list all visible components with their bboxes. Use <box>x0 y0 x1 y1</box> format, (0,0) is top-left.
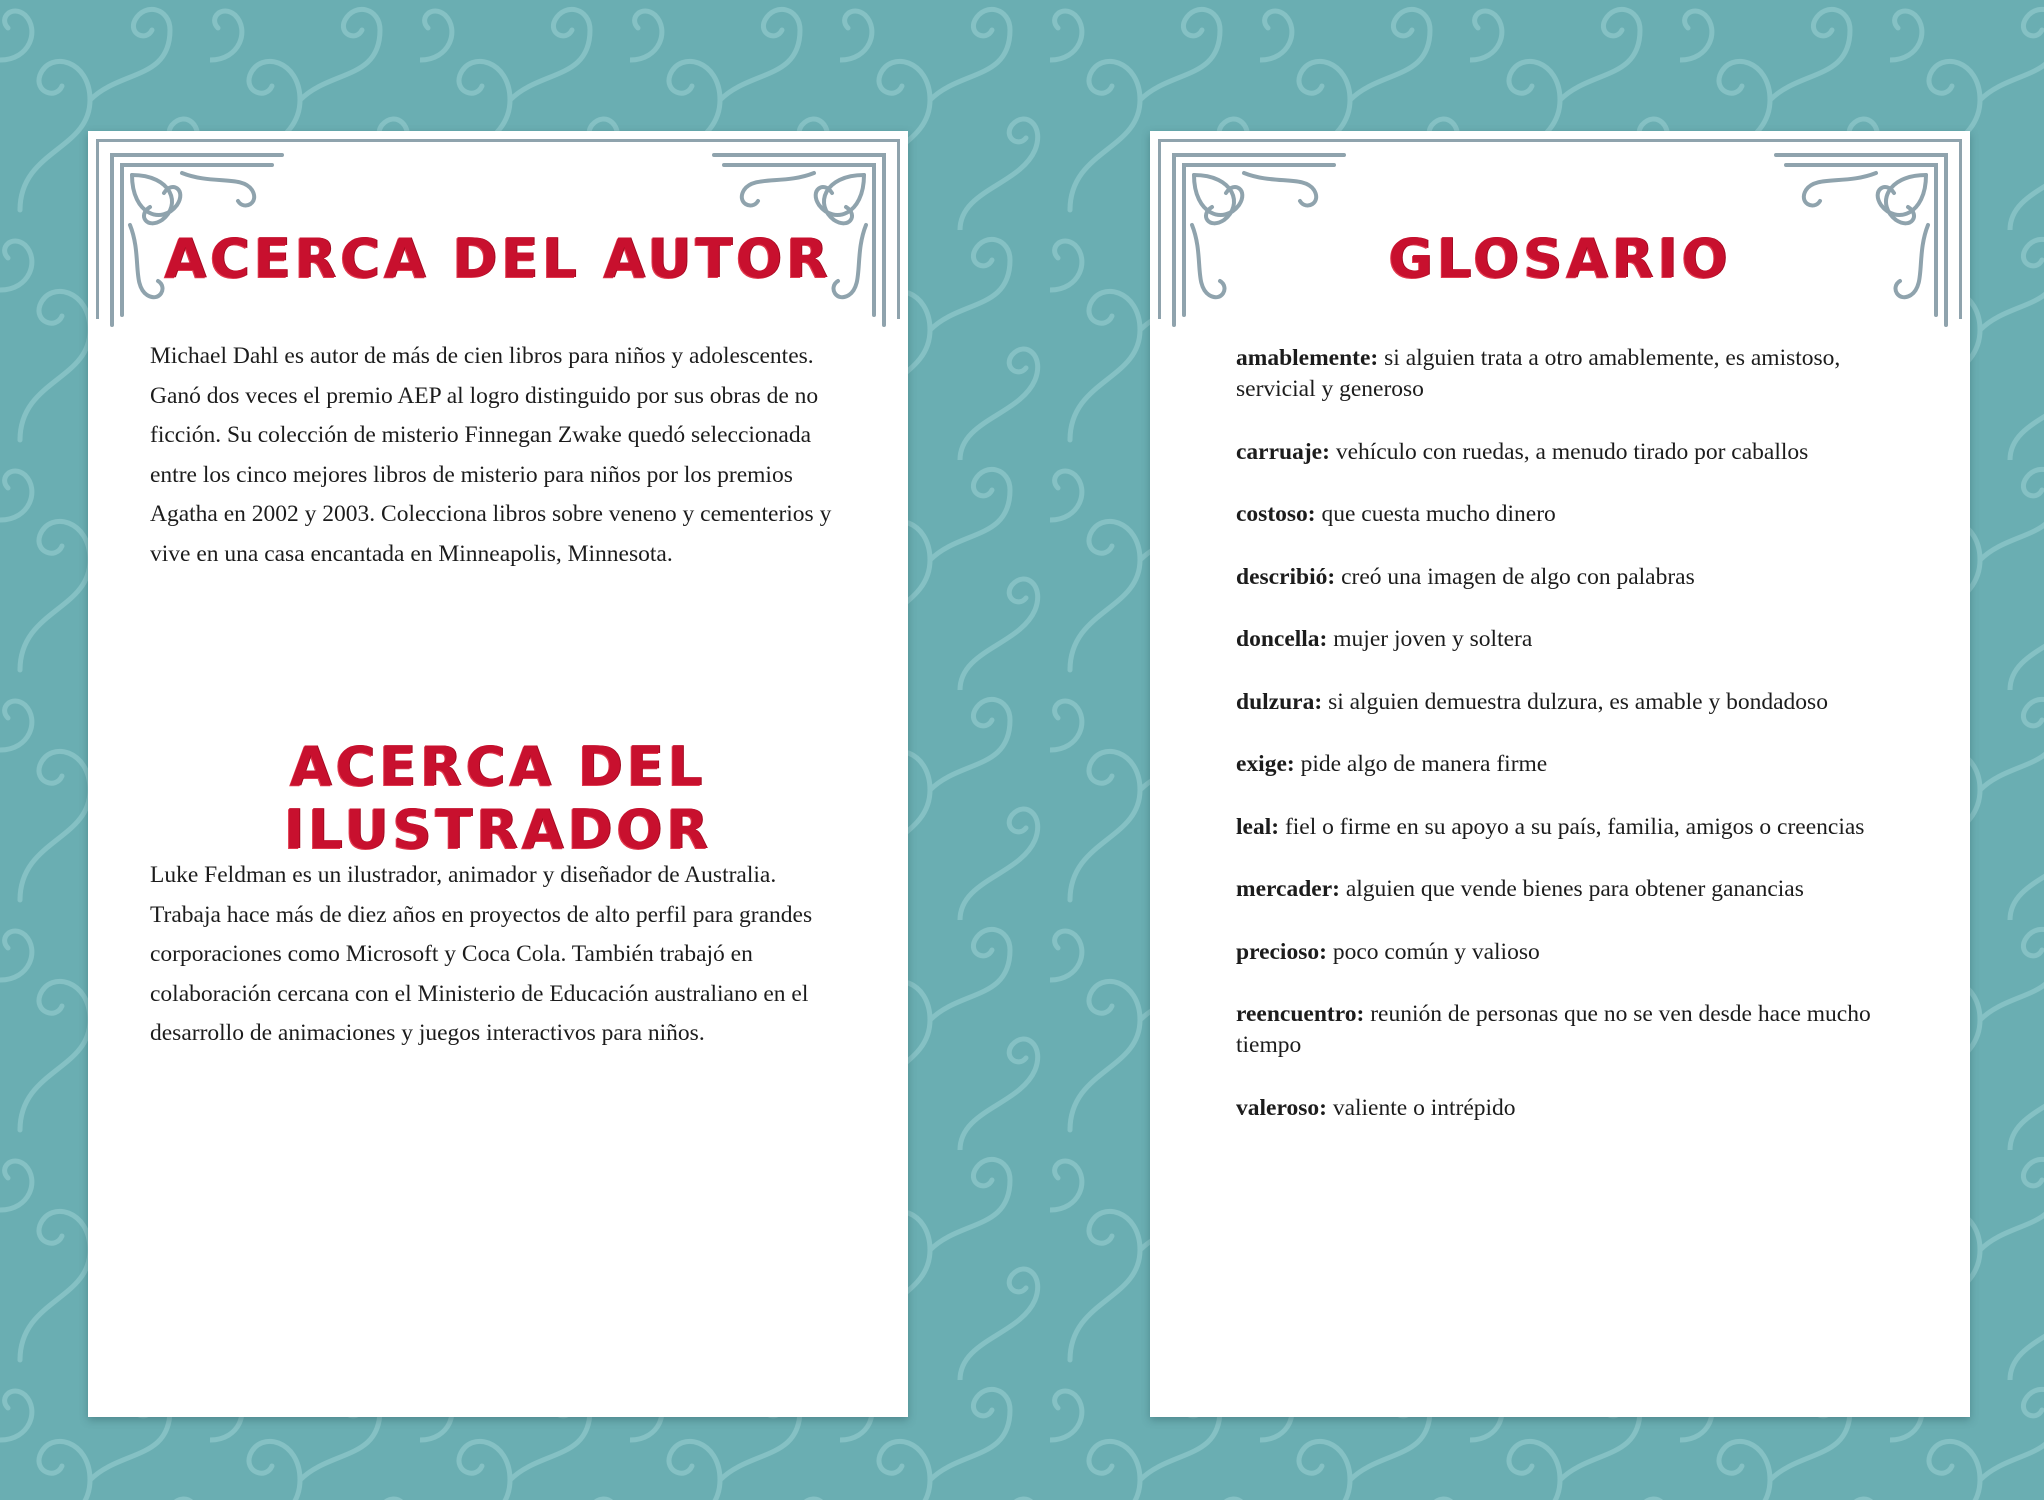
left-page <box>88 131 908 1417</box>
right-page <box>1150 131 1970 1417</box>
glossary-definition: si alguien demuestra dulzura, es amable y bondadoso <box>1328 688 1828 715</box>
glossary-term: reencuentro: <box>1236 1001 1365 1027</box>
glossary-definition: pide algo de manera firme <box>1300 751 1548 777</box>
glossary-entry <box>1236 624 1896 655</box>
glossary-definition: valiente o intrépido <box>1332 1094 1516 1121</box>
glossary-definition: vehículo con ruedas, a menudo tirado por caballos <box>1335 438 1809 465</box>
glossary-list <box>1236 343 1896 1155</box>
glossary-entry <box>1236 499 1896 530</box>
glossary-term: describió: <box>1236 563 1336 590</box>
glossary-definition: fiel o firme en su apoyo a su país, familia, amigos o creencias <box>1284 813 1865 840</box>
glossary-entry <box>1236 874 1896 905</box>
glossary-entry <box>1236 343 1896 405</box>
frame-top-right <box>1158 139 1962 142</box>
glossary-definition: mujer joven y soltera <box>1333 626 1533 652</box>
glossary-entry <box>1236 937 1896 968</box>
glossary-term: doncella: <box>1236 626 1328 652</box>
glossary-term: precioso: <box>1236 938 1327 965</box>
glossary-definition: que cuesta mucho dinero <box>1321 501 1556 527</box>
glossary-term: amablemente: <box>1236 345 1379 371</box>
glossary-entry <box>1236 1093 1896 1124</box>
illustrator-title: ACERCA DEL ILUSTRADOR <box>284 735 712 861</box>
glossary-term: dulzura: <box>1236 688 1323 715</box>
glossary-entry <box>1236 812 1896 843</box>
glossary-term: carruaje: <box>1236 438 1330 465</box>
glossary-definition: alguien que vende bienes para obtener ganancias <box>1345 876 1804 902</box>
glossary-entry <box>1236 749 1896 780</box>
glossary-term: mercader: <box>1236 876 1340 902</box>
illustrator-bio: Luke Feldman es un ilustrador, animador y diseñador de Australia. Trabaja hace más de diez años en proyectos de alto perfil para grandes corporaciones como Microsoft y Coca Cola. También trabajó en colaboración cercana con el Ministerio de Educación australiano en el desarrollo de animaciones y juegos interactivos para niños. <box>150 862 813 1046</box>
author-title: ACERCA DEL AUTOR <box>164 227 832 290</box>
glossary-entry <box>1236 687 1896 718</box>
glossary-entry <box>1236 999 1896 1061</box>
glossary-title: GLOSARIO <box>1388 227 1732 290</box>
glossary-entry <box>1236 562 1896 593</box>
glossary-term: valeroso: <box>1236 1094 1327 1121</box>
glossary-definition: creó una imagen de algo con palabras <box>1341 563 1695 590</box>
glossary-term: costoso: <box>1236 501 1316 527</box>
glossary-definition: reunión de personas que no se ven desde hace mucho tiempo <box>1236 1001 1871 1058</box>
glossary-definition: si alguien trata a otro amablemente, es amistoso, servicial y generoso <box>1236 345 1841 402</box>
frame-top-left <box>96 139 900 142</box>
author-bio: Michael Dahl es autor de más de cien libros para niños y adolescentes. Ganó dos veces el premio AEP al logro distinguido por sus obras de no ficción. Su colección de misterio Finnegan Zwake quedó seleccionada entre los cinco mejores libros de misterio para niños por los premios Agatha en 2002 y 2003. Colecciona libros sobre veneno y cementerios y vive en una casa encantada en Minneapolis, Minnesota. <box>150 343 832 567</box>
glossary-entry <box>1236 437 1896 468</box>
glossary-term: leal: <box>1236 813 1280 840</box>
glossary-term: exige: <box>1236 751 1295 777</box>
glossary-definition: poco común y valioso <box>1332 938 1540 965</box>
